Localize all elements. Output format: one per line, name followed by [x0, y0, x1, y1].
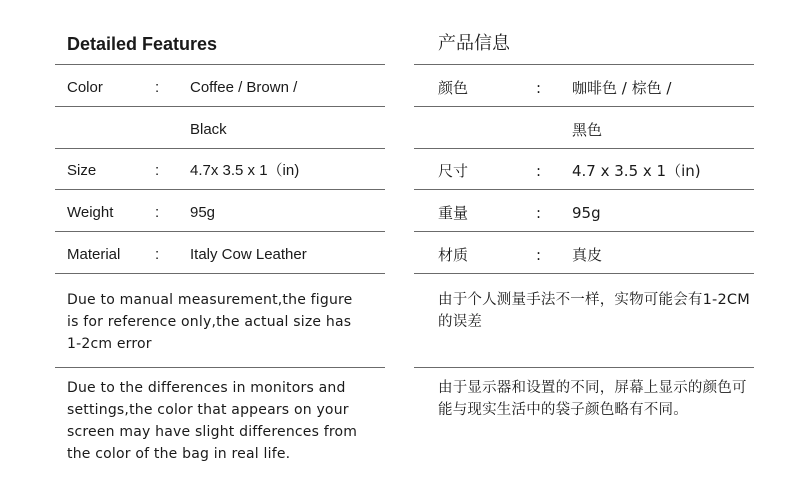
divider — [414, 189, 754, 190]
material-colon: : — [155, 246, 160, 263]
section-title: 产品信息 — [438, 33, 510, 54]
weight-value: 95g — [190, 204, 216, 221]
divider — [414, 106, 754, 107]
measurement-note: Due to manual measurement,the figure is for reference only,the actual size has 1-2cm error — [67, 292, 353, 352]
divider — [414, 273, 754, 274]
color-colon: : — [155, 79, 160, 96]
divider — [414, 231, 754, 232]
divider — [414, 64, 754, 65]
english-features-section — [55, 0, 385, 479]
divider — [55, 148, 385, 149]
color-value: Coffee / Brown / — [190, 79, 298, 96]
measurement-note: 由于个人测量手法不一样，实物可能会有1-2CM的误差 — [438, 292, 750, 330]
color-value-continued: 黑色 — [572, 121, 603, 139]
divider — [55, 189, 385, 190]
divider — [414, 148, 754, 149]
color-colon: : — [536, 79, 542, 97]
divider — [414, 367, 754, 368]
size-label: Size — [67, 162, 97, 179]
weight-colon: : — [155, 204, 160, 221]
weight-label: Weight — [67, 204, 114, 221]
size-value: 4.7 x 3.5 x 1（in) — [572, 162, 701, 180]
color-value-continued: Black — [190, 121, 227, 138]
size-value: 4.7x 3.5 x 1（in) — [190, 162, 300, 179]
material-label: 材质 — [438, 246, 469, 264]
divider — [55, 367, 385, 368]
color-difference-note: Due to the differences in monitors and settings,the color that appears on your screen may have slight differences from the color of the bag in real life. — [67, 380, 358, 462]
weight-label: 重量 — [438, 204, 469, 222]
weight-colon: : — [536, 204, 542, 222]
divider — [55, 273, 385, 274]
size-colon: : — [536, 162, 542, 180]
section-title: Detailed Features — [67, 34, 218, 54]
chinese-features-section — [414, 0, 754, 479]
divider — [55, 64, 385, 65]
size-colon: : — [155, 162, 160, 179]
divider — [55, 231, 385, 232]
divider — [55, 106, 385, 107]
color-label: 颜色 — [438, 79, 469, 97]
material-colon: : — [536, 246, 542, 264]
color-difference-note: 由于显示器和设置的不同，屏幕上显示的颜色可能与现实生活中的袋子颜色略有不同。 — [438, 380, 747, 418]
color-value: 咖啡色 / 棕色 / — [572, 79, 672, 97]
material-value: Italy Cow Leather — [190, 246, 307, 263]
material-label: Material — [67, 246, 121, 263]
color-label: Color — [67, 79, 103, 96]
material-value: 真皮 — [572, 246, 603, 264]
size-label: 尺寸 — [438, 162, 469, 180]
weight-value: 95g — [572, 204, 601, 222]
